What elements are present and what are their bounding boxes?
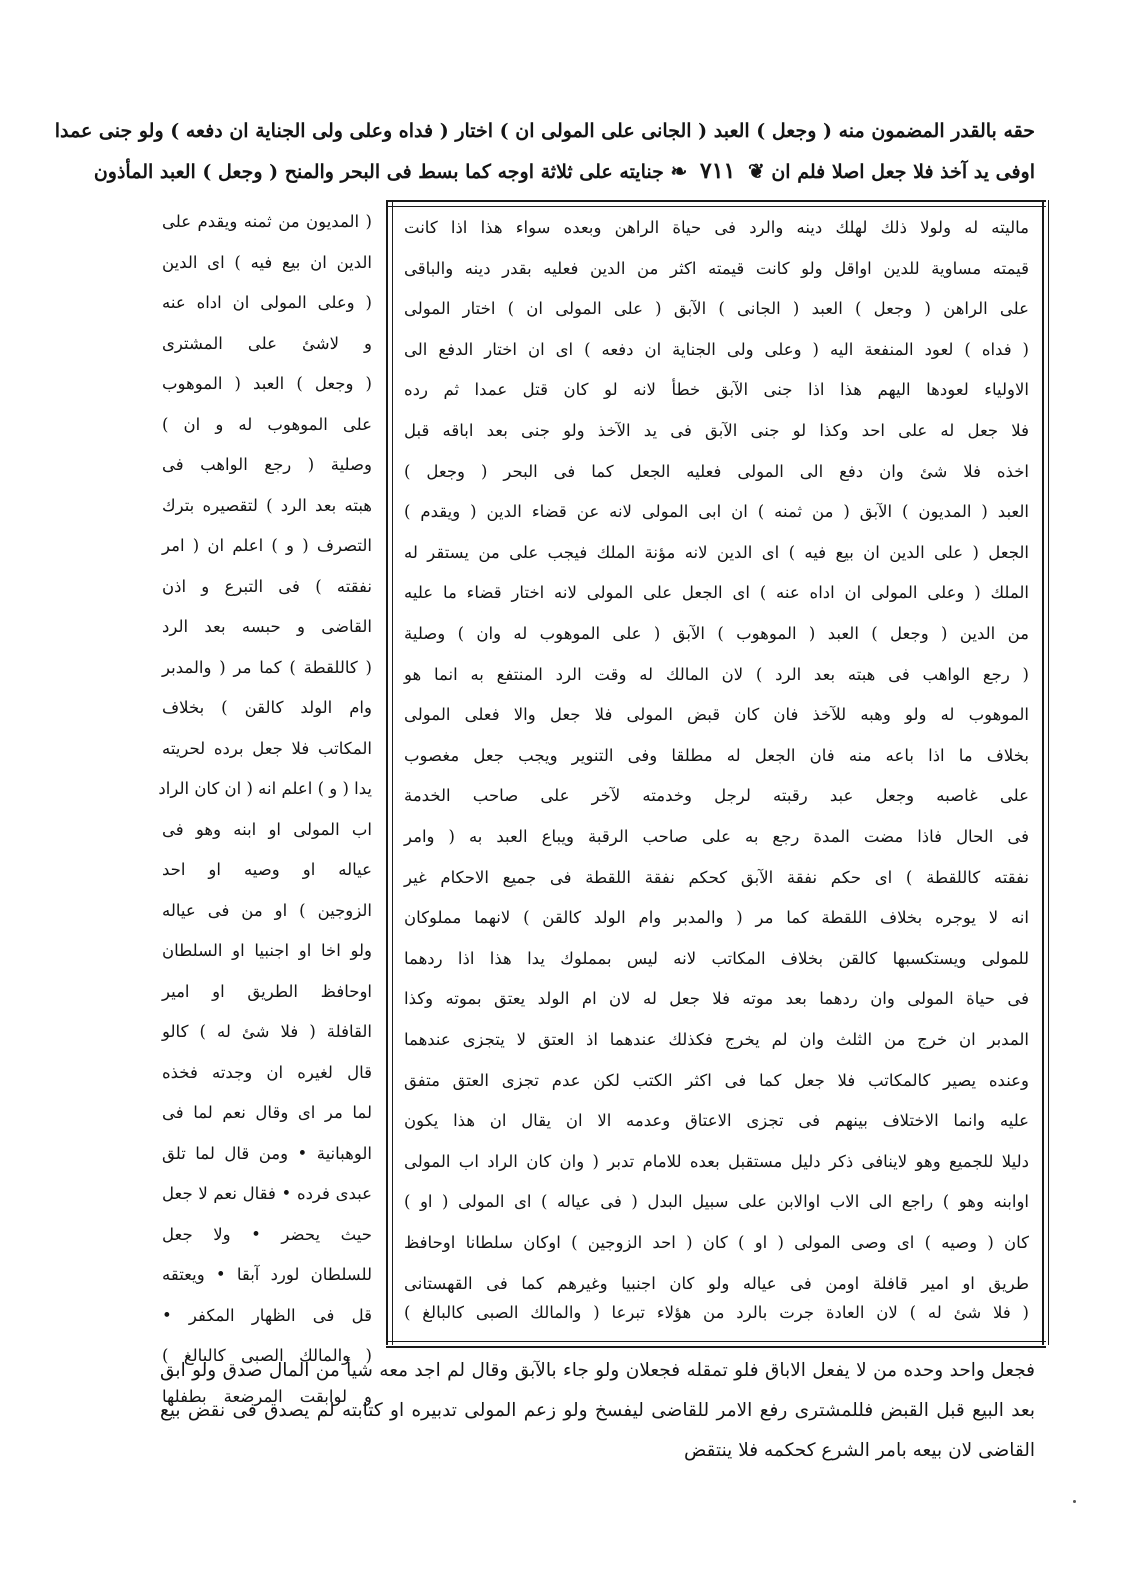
main-text-line: للمولى ويستكسبها كالقن بخلاف المكاتب لانه ليس بمملوك يدا هذا اذا ردهما xyxy=(404,948,1029,968)
side-text-line: هبته بعد الرد ) لتقصيره بترك xyxy=(162,495,372,515)
main-text-line: ( فداه ) لعود المنفعة اليه ( وعلى ولى الجناية ان دفعه ) اى ان اختار الدفع الى xyxy=(404,339,1029,359)
side-text-line: نفقته ) فى التبرع و اذن xyxy=(162,576,372,596)
ornament-right-icon: ❦ xyxy=(747,159,765,183)
main-text-line: فى حياة المولى وان ردهما بعد موته فلا جعل له لان ام الولد يعتق بموته وكذا xyxy=(404,989,1029,1009)
side-text-line: الدين ان بيع فيه ) اى الدين xyxy=(162,252,372,272)
side-text-line: ولو اخا او اجنبيا او السلطان xyxy=(162,941,372,960)
main-text-line: ( رجع الواهب فى هبته بعد الرد ) لان المالك له وقت الرد المنتفع به انما هو xyxy=(404,664,1029,684)
page-number: ٧١١ xyxy=(699,158,736,184)
main-text-line: نفقته كاللقطة ) اى حكم نفقة الآبق كحكم نفقة اللقطة فى جميع الاحكام غير xyxy=(404,867,1029,887)
main-text-line: على الراهن ( وجعل ) العبد ( الجانى ) الآبق ( على المولى ان ) اختار المولى xyxy=(404,299,1029,319)
side-text-line: وصلية ( رجع الواهب فى xyxy=(162,455,372,474)
side-text-line: يدا ( و ) اعلم انه ( ان كان الراد xyxy=(158,779,372,798)
footer-text-line: بعد البيع قبل القبض فللمشترى رفع الامر للقاضى ليفسخ ولو زعم المولى تدبيره او كتابته لم يصدق فى نقض بيع xyxy=(160,1400,1035,1421)
side-text-line: على الموهوب له و ان ) xyxy=(162,414,372,434)
side-text-line: القافلة ( فلا شئ له ) كالو xyxy=(162,1022,372,1041)
main-text-line: الملك ( وعلى المولى ان اداه عنه ) اى الجعل على المولى لانه اختار قضاء ما عليه xyxy=(404,583,1029,603)
main-text-line: المدبر ان خرج من الثلث وان لم يخرج فكذلك عندهما اذ العتق لا يتجزى عندهما xyxy=(404,1030,1029,1049)
main-text-line: بخلاف ما اذا باعه منه فان الجعل له مطلقا وفى التنوير ويجب جعل مغصوب xyxy=(404,745,1029,765)
main-text-line: اوابنه وهو ) راجع الى الاب اوالابن على سبيل البدل ( فى عياله ) اى المولى ( او ) xyxy=(404,1192,1029,1212)
side-text-line: قال لغيره ان وجدته فخذه xyxy=(162,1062,372,1082)
frame-right-rule xyxy=(1042,200,1049,1345)
main-text-line: فلا جعل له على احد وكذا لو جنى الآبق فى يد الآخذ ولو جنى بعد اباقه قبل xyxy=(404,421,1029,440)
frame-bottom-rule xyxy=(386,1341,1046,1348)
scan-speck xyxy=(1073,1500,1076,1503)
side-text-line: الزوجين ) او من فى عياله xyxy=(162,900,372,920)
side-text-line: و لوابقت المرضعة بطفلها xyxy=(162,1386,372,1406)
main-text-line: على غاصبه وجعل عبد رقبته لرجل وخدمته لآخر على صاحب الخدمة xyxy=(404,786,1029,806)
frame-left-rule xyxy=(386,200,393,1345)
main-text-line: من الدين ( وجعل ) العبد ( الموهوب ) الآبق ( على الموهوب له وان ) وصلية xyxy=(404,624,1029,643)
side-text-line: لما مر اى وقال نعم لما فى xyxy=(162,1103,372,1122)
frame-top-rule xyxy=(386,200,1046,207)
side-text-line: اوحافظ الطريق او امير xyxy=(162,981,372,1001)
header-line-2-right: اوفى يد آخذ فلا جعل اصلا فلم ان xyxy=(771,161,1035,183)
ornament-left-icon: ❧ xyxy=(670,159,688,183)
header-line-1: حقه بالقدر المضمون منه ( وجعل ) العبد ( الجانى على المولى ان ) اختار ( فداه وعلى ولى الجناية ان دفعه ) ولو جنى عمدا xyxy=(54,120,1035,142)
main-text-line: الجعل ( على الدين ان بيع فيه ) اى الدين لانه مؤنة الملك فيجب على من يستقر له xyxy=(404,542,1029,562)
side-text-line: التصرف ( و ) اعلم ان ( امر xyxy=(162,536,372,555)
main-text-line: فى الحال فاذا مضت المدة رجع به على صاحب الرقبة ويباع العبد به ( وامر xyxy=(404,827,1029,846)
side-text-line: قل فى الظهار المكفر • xyxy=(162,1305,372,1325)
side-text-line: وام الولد كالقن ) بخلاف xyxy=(162,698,372,717)
footer-text-line: فجعل واحد وحده من لا يفعل الاباق فلو تمقله فجعلان ولو جاء بالآبق وقال لم اجد معه شيأ من المال صدق ولو ابق xyxy=(160,1360,1035,1381)
side-text-line: و لاشئ على المشترى xyxy=(162,333,372,353)
main-text-line: قيمته مساوية للدين اواقل ولو كانت قيمته اكثر من الدين فعليه بقدر دينه والباقى xyxy=(404,258,1029,278)
main-text-line: ( فلا شئ له ) لان العادة جرت بالرد من هؤلاء تبرعا ( والمالك الصبى كالبالغ ) xyxy=(404,1303,1029,1322)
footer-text-line: القاضى لان بيعه بامر الشرع كحكمه فلا ينتقض xyxy=(683,1440,1035,1461)
side-text-line: القاضى و حبسه بعد الرد xyxy=(162,617,372,636)
main-text-line: كان ( وصيه ) اى وصى المولى ( او ) كان ( احد الزوجين ) اوكان سلطانا اوحافظ xyxy=(404,1233,1029,1252)
side-text-line: حيث يحضر • ولا جعل xyxy=(162,1224,372,1244)
main-text-line: اخذه فلا شئ وان دفع الى المولى فعليه الجعل كما فى البحر ( وجعل ) xyxy=(404,461,1029,481)
main-text-line: انه لا يوجره بخلاف اللقطة كما مر ( والمدبر وام الولد كالقن ) لانهما مملوكان xyxy=(404,908,1029,928)
main-text-line: عليه وانما الاختلاف بينهم فى تجزى الاعتاق وعدمه الا ان يقال ان هذا يكون xyxy=(404,1111,1029,1131)
side-text-line: عياله او وصيه او احد xyxy=(162,860,372,879)
side-text-line: عبدى فرده • فقال نعم لا جعل xyxy=(162,1184,372,1203)
side-text-line: ( وعلى المولى ان اداه عنه xyxy=(162,293,372,312)
side-text-line: المكاتب فلا جعل برده لحريته xyxy=(162,738,372,758)
main-text-line: وعنده يصير كالمكاتب فلا جعل كما فى اكثر الكتب لكن عدم تجزى العتق متفق xyxy=(404,1070,1029,1090)
main-text-line: الموهوب له ولو وهبه للآخذ فان كان قبض المولى فلا جعل والا فعلى المولى xyxy=(404,705,1029,725)
side-text-line: اب المولى او ابنه وهو فى xyxy=(162,819,372,839)
side-text-line: للسلطان لورد آبقا • ويعتقه xyxy=(162,1265,372,1284)
main-text-line: طريق او امير قافلة اومن فى عياله ولو كان اجنبيا وغيرهم كما فى القهستانى xyxy=(404,1273,1029,1293)
main-text-line: العبد ( المديون ) الآبق ( من ثمنه ) ان ابى المولى لانه عن قضاء الدين ( ويقدم ) xyxy=(404,502,1029,522)
side-text-line: ( كاللقطة ) كما مر ( والمدبر xyxy=(162,657,372,677)
header-line-2 xyxy=(93,158,1035,184)
main-text-line: ماليته له ولولا ذلك لهلك دينه والرد فى حياة الراهن وبعده سواء هذا اذا كانت xyxy=(404,218,1029,237)
header-line-2-left: جنايته على ثلاثة اوجه كما بسط فى البحر والمنح ( وجعل ) العبد المأذون xyxy=(93,161,664,183)
main-text-line: الاولياء لعودها اليهم هذا اذا جنى الآبق خطأ لانه لو كان قتل عمدا ثم رده xyxy=(404,380,1029,400)
side-text-line: ( وجعل ) العبد ( الموهوب xyxy=(162,374,372,393)
main-text-line: دليلا للجميع وهو لاينافى ذكر دليل مستقبل بعده للامام تدبر ( وان كان الراد اب المولى xyxy=(404,1151,1029,1171)
side-text-line: ( المديون من ثمنه ويقدم على xyxy=(162,212,372,231)
side-text-line: الوهبانية • ومن قال لما تلق xyxy=(162,1143,372,1163)
side-text-line: ( والمالك الصبى كالبالغ ) xyxy=(162,1346,372,1365)
